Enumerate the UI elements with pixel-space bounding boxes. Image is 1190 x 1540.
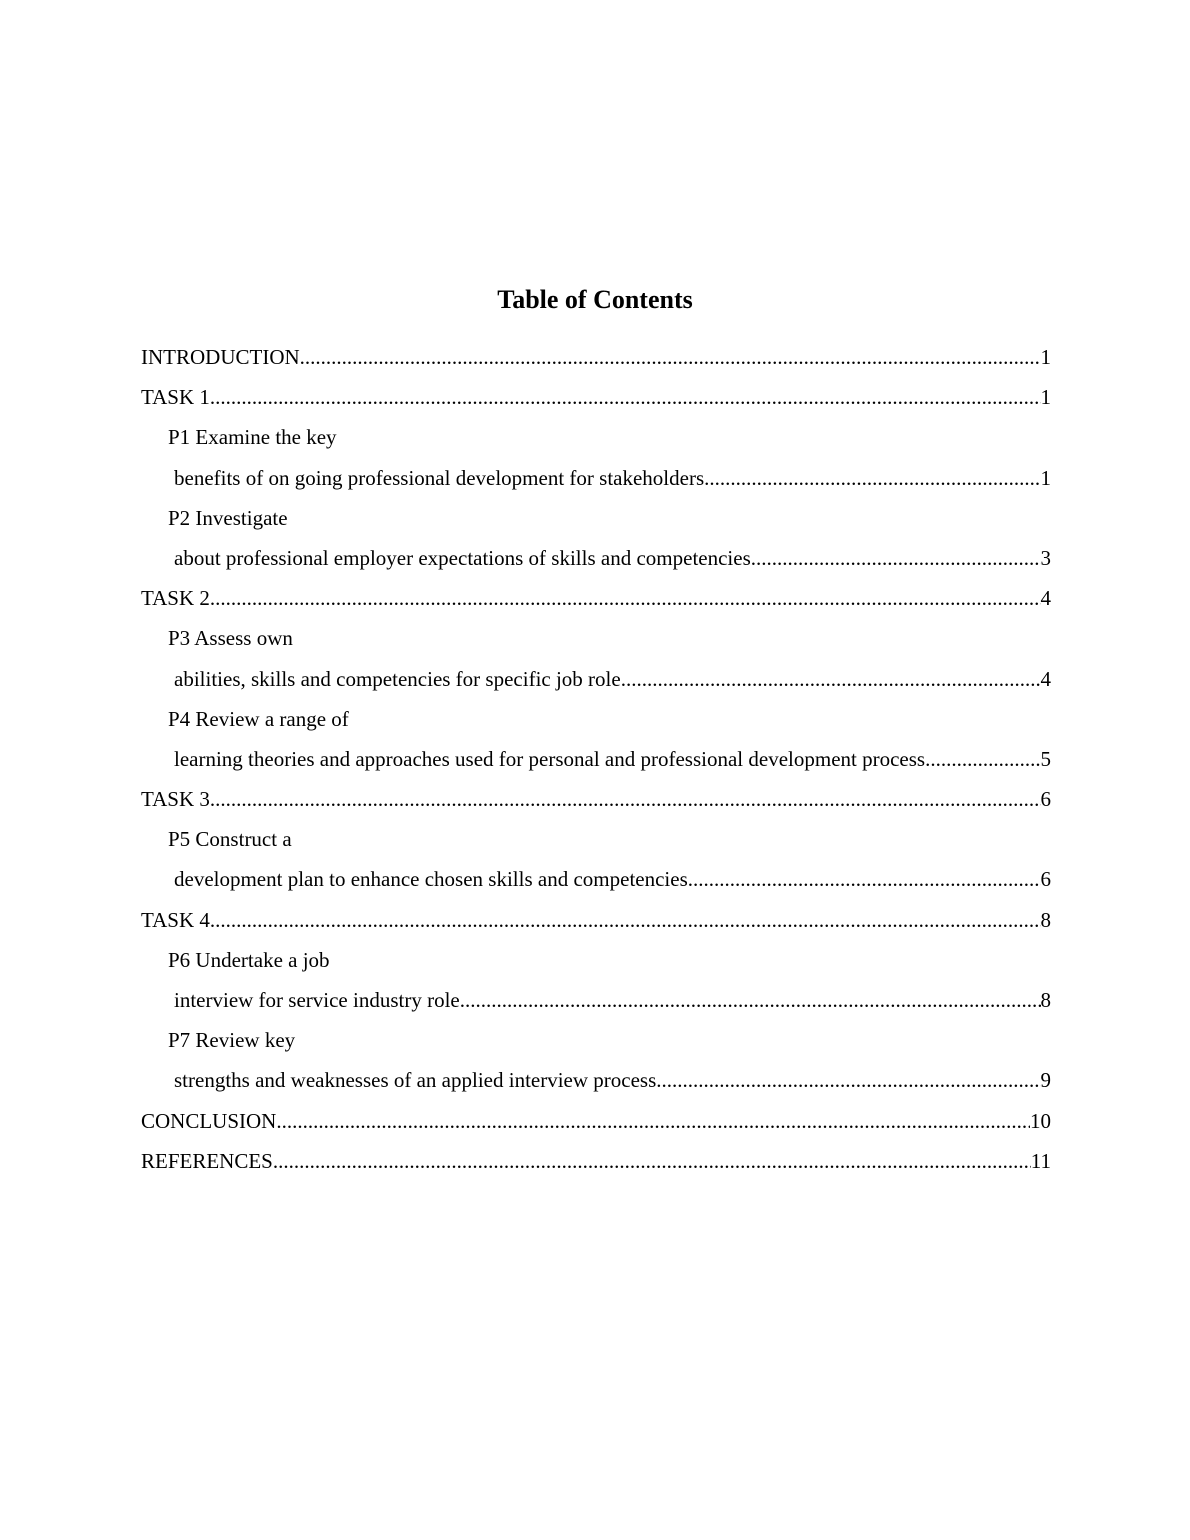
- toc-entry-task4[interactable]: [141, 900, 1051, 940]
- toc-subentry-p5-heading[interactable]: P5 Construct a: [168, 827, 292, 852]
- dot-leader: [656, 1060, 1040, 1100]
- toc-page-number: 5: [1040, 746, 1051, 771]
- toc-entry-label: CONCLUSION: [141, 1108, 277, 1133]
- toc-title: Table of Contents: [497, 285, 693, 314]
- toc-subentry-p2-heading[interactable]: P2 Investigate: [168, 505, 288, 530]
- toc-entry-task2[interactable]: [141, 578, 1051, 618]
- toc-subentry-p3[interactable]: [141, 659, 1051, 699]
- toc-page-number: 4: [1040, 666, 1051, 691]
- toc-entry-task3[interactable]: [141, 779, 1051, 819]
- toc-entry-label: abilities, skills and competencies for specific job role: [174, 666, 621, 691]
- toc-page-number: 1: [1040, 385, 1051, 410]
- toc-entry-label: learning theories and approaches used for personal and professional development process: [174, 746, 926, 771]
- toc-entry-task1[interactable]: [141, 377, 1051, 417]
- toc-list: [141, 337, 1051, 1181]
- dot-leader: [276, 1101, 1030, 1141]
- toc-entry-label: about professional employer expectations of skills and competencies: [174, 545, 751, 570]
- toc-entry-label: TASK 2: [141, 586, 210, 611]
- toc-subentry-p3-heading[interactable]: P3 Assess own: [168, 626, 293, 651]
- toc-subentry-p7[interactable]: [141, 1060, 1051, 1100]
- toc-page-number: 4: [1040, 586, 1051, 611]
- dot-leader: [210, 900, 1041, 940]
- toc-entry-label: interview for service industry role: [174, 988, 460, 1012]
- toc-subentry-p6[interactable]: [141, 980, 1051, 1020]
- toc-page-number: 8: [1040, 988, 1051, 1012]
- toc-entry-label: INTRODUCTION: [141, 345, 300, 369]
- toc-page-number: 9: [1040, 1068, 1051, 1093]
- dot-leader: [273, 1141, 1031, 1181]
- dot-leader: [621, 659, 1041, 699]
- dot-leader: [210, 578, 1041, 618]
- toc-subentry-p7-heading[interactable]: P7 Review key: [168, 1028, 296, 1053]
- toc-subentry-p2[interactable]: [141, 538, 1051, 578]
- dot-leader: [688, 859, 1041, 899]
- toc-page-number: 6: [1040, 787, 1051, 812]
- toc-subentry-p4-heading[interactable]: P4 Review a range of: [168, 706, 349, 731]
- toc-entry-label: REFERENCES: [141, 1148, 273, 1173]
- dot-leader: [460, 980, 1041, 1020]
- toc-page-number: 11: [1030, 1148, 1051, 1173]
- toc-entry-label: development plan to enhance chosen skills and competencies: [174, 867, 688, 892]
- toc-entry-label: TASK 4: [141, 907, 210, 932]
- toc-entry-label: TASK 1: [141, 385, 210, 410]
- dot-leader: [925, 739, 1040, 779]
- toc-entry-label: TASK 3: [141, 787, 210, 812]
- toc-page-number: 10: [1030, 1108, 1051, 1133]
- toc-subentry-p5[interactable]: [141, 859, 1051, 899]
- toc-page-number: 1: [1040, 345, 1051, 369]
- toc-page-number: 6: [1040, 867, 1051, 892]
- toc-subentry-p1[interactable]: [141, 458, 1051, 498]
- toc-entry-references[interactable]: [141, 1141, 1051, 1181]
- toc-page-number: 3: [1040, 545, 1051, 570]
- dot-leader: [210, 377, 1041, 417]
- toc-entry-conclusion[interactable]: [141, 1101, 1051, 1141]
- dot-leader: [300, 337, 1041, 377]
- toc-subentry-p1-heading[interactable]: P1 Examine the key: [168, 425, 337, 450]
- toc-entry-label: benefits of on going professional development for stakeholders: [174, 465, 705, 490]
- toc-entry-label: strengths and weaknesses of an applied interview process: [174, 1068, 657, 1093]
- dot-leader: [704, 458, 1040, 498]
- toc-subentry-p4[interactable]: [141, 739, 1051, 779]
- toc-page-number: 8: [1040, 907, 1051, 932]
- toc-page-number: 1: [1040, 465, 1051, 490]
- toc-subentry-p6-heading[interactable]: P6 Undertake a job: [168, 947, 330, 972]
- dot-leader: [751, 538, 1041, 578]
- toc-entry-introduction[interactable]: [141, 337, 1051, 377]
- dot-leader: [210, 779, 1041, 819]
